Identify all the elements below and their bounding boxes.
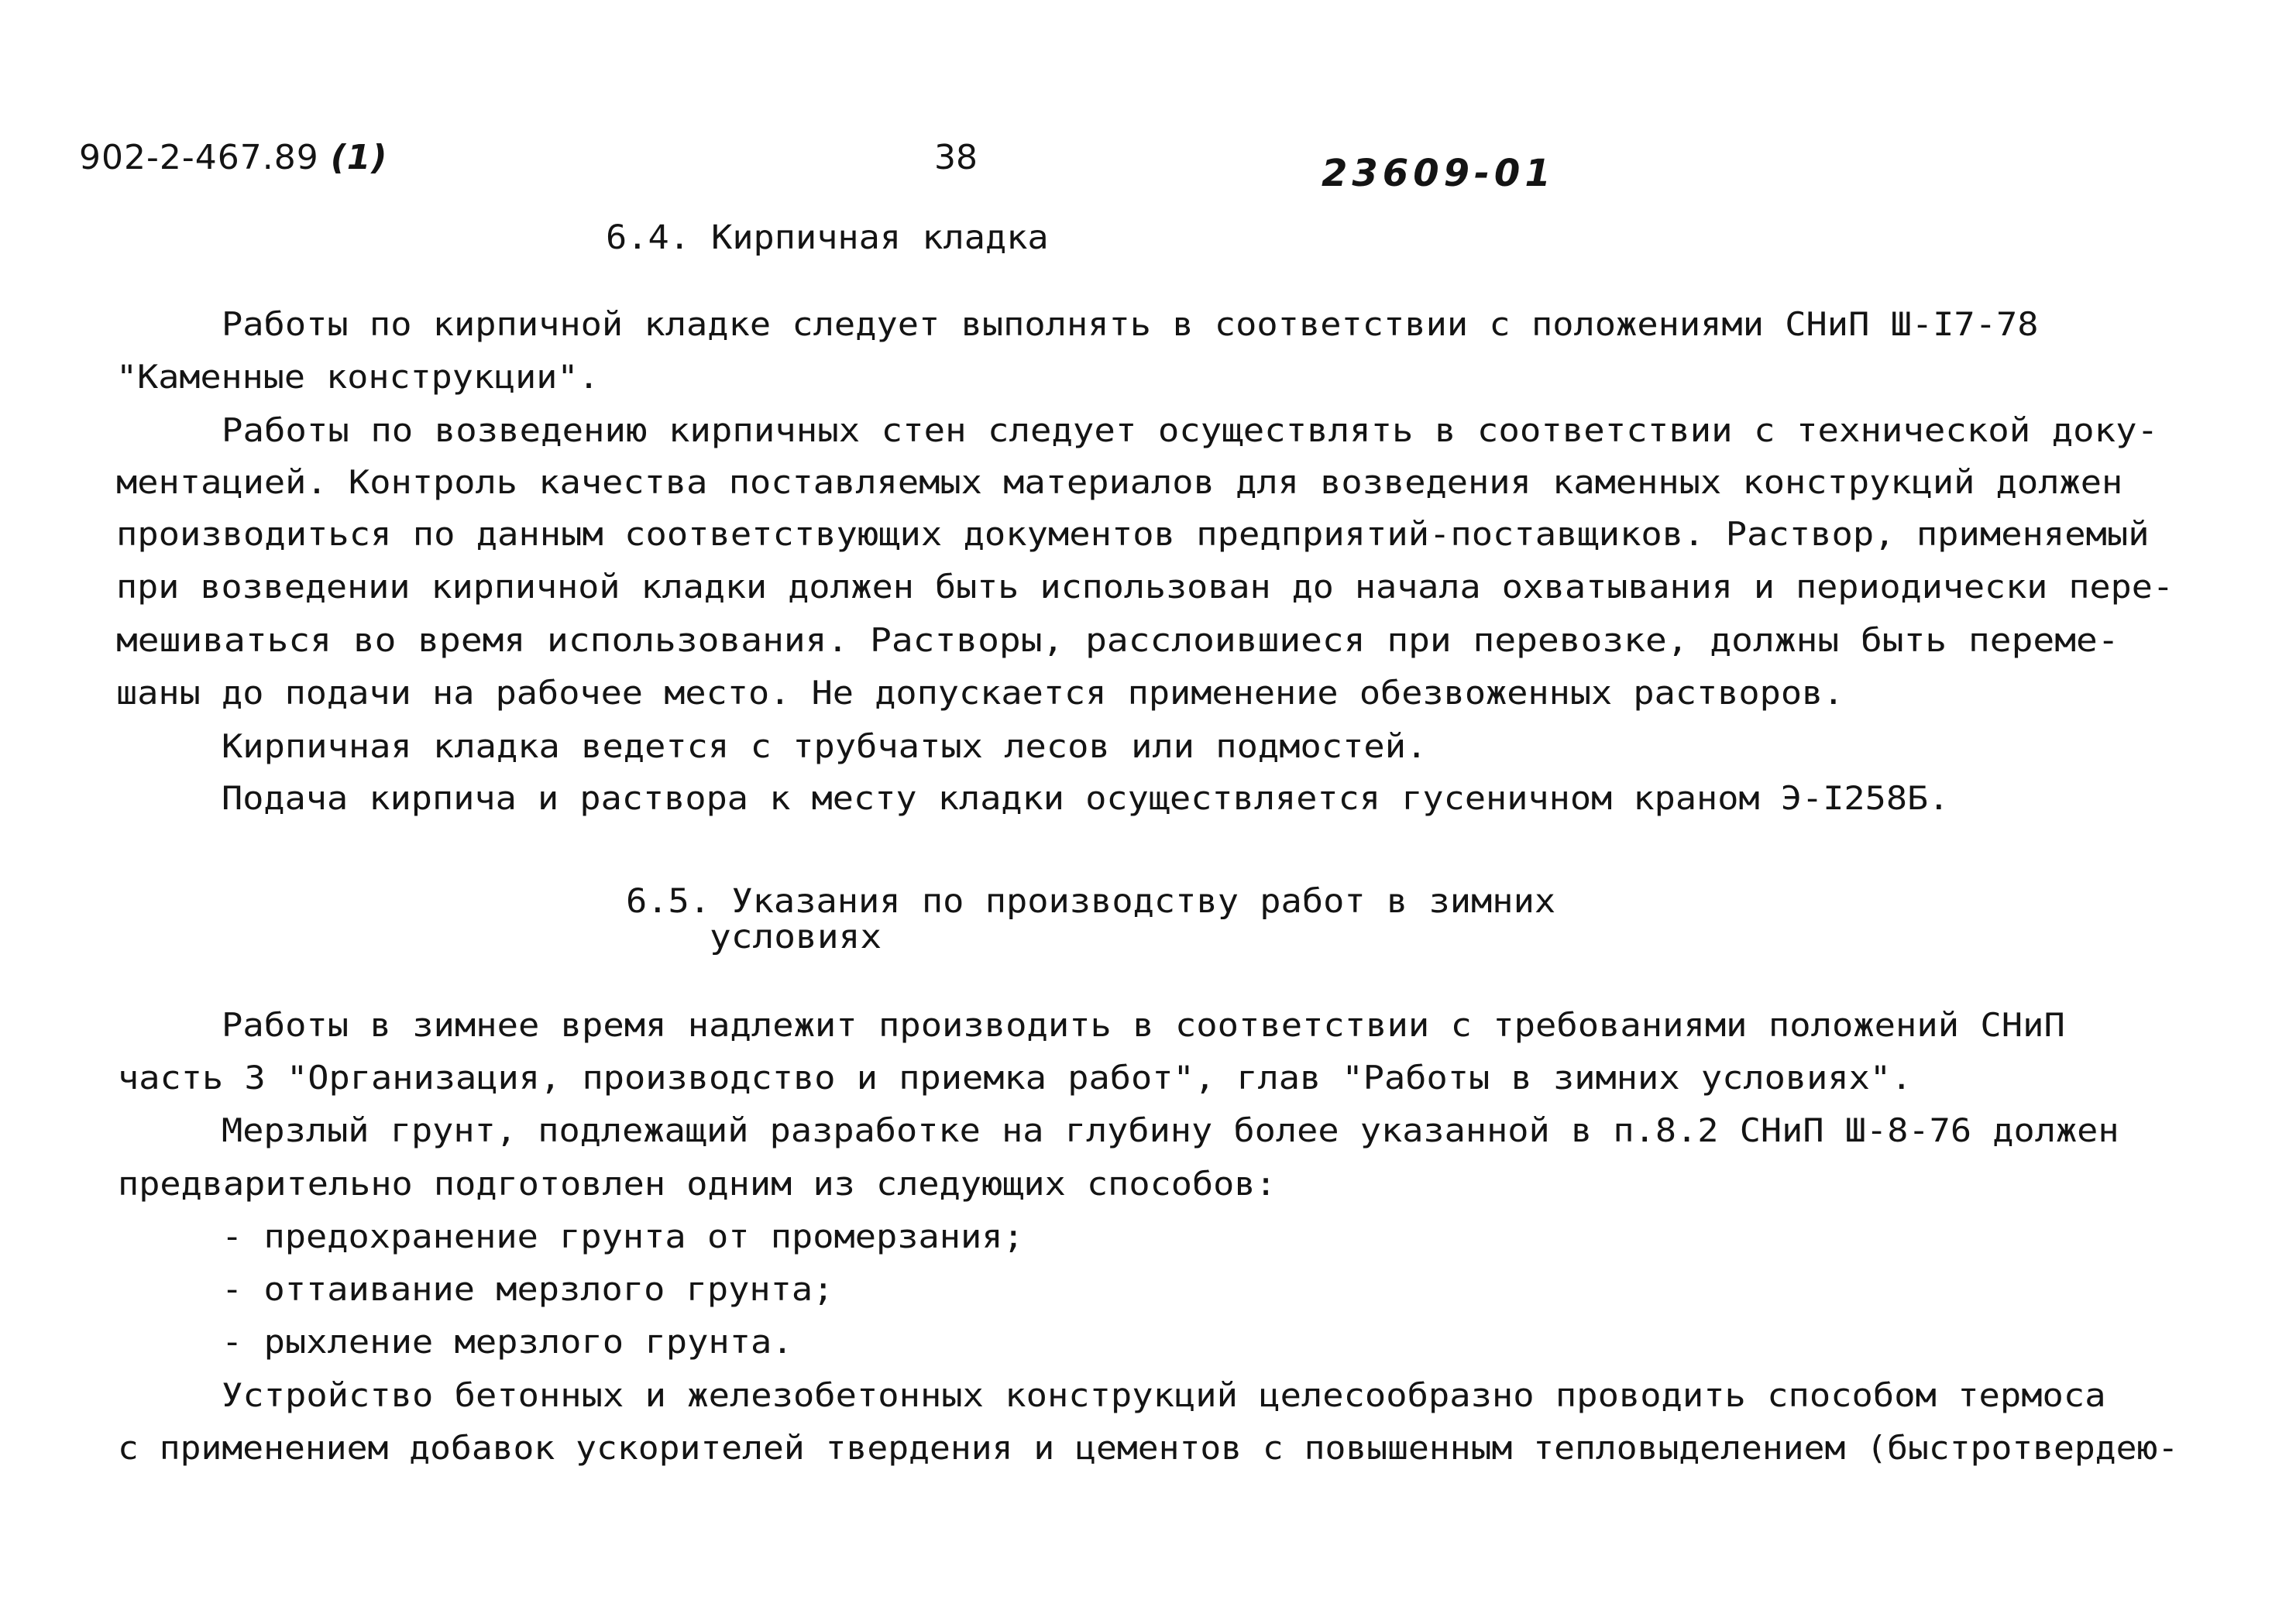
section-6-5-title-line1: 6.5. Указания по производству работ в зимних: [626, 882, 1556, 921]
section-6-4-title: 6.4. Кирпичная кладка: [606, 218, 1049, 257]
paragraph-line: Мерзлый грунт, подлежащий разработке на глубину более указанной в п.8.2 СНиП Ш-8-76 должен: [222, 1111, 2119, 1149]
list-item: - рыхление мерзлого грунта.: [222, 1323, 793, 1361]
list-item: - предохранение грунта от промерзания;: [222, 1217, 1024, 1255]
paragraph-line: предварительно подготовлен одним из следующих способов:: [118, 1165, 1277, 1203]
paragraph-line: Кирпичная кладка ведется с трубчатых лесов или подмостей.: [222, 727, 1428, 765]
page-number: 38: [934, 138, 978, 177]
document-code-mark: (1): [330, 138, 388, 177]
document-code-text: 902-2-467.89: [79, 138, 319, 177]
paragraph-line: производиться по данным соответствующих документов предприятий-поставщиков. Раствор, применяемый: [116, 515, 2150, 553]
paragraph-line: Устройство бетонных и железобетонных конструкций целесообразно проводить способом термоса: [222, 1376, 2106, 1414]
paragraph-line: "Каменные конструкции".: [116, 358, 600, 396]
paragraph-line: Работы по кирпичной кладке следует выполнять в соответствии с положениями СНиП Ш-I7-78: [222, 305, 2039, 343]
list-item: - оттаивание мерзлого грунта;: [222, 1270, 834, 1308]
document-code: [79, 138, 388, 177]
paragraph-line: часть 3 "Организация, производство и приемка работ", глав "Работы в зимних условиях".: [118, 1059, 1913, 1097]
paragraph-line: шаны до подачи на рабочее место. Не допускается применение обезвоженных растворов.: [116, 674, 1844, 712]
sheet-code: 23609-01: [1322, 152, 1555, 195]
paragraph-line: Работы по возведению кирпичных стен следует осуществлять в соответствии с технической доку-: [222, 411, 2159, 449]
paragraph-line: Подача кирпича и раствора к месту кладки осуществляется гусеничном краном Э-I258Б.: [222, 779, 1950, 817]
paragraph-line: мешиваться во время использования. Растворы, расслоившиеся при перевозке, должны быть переме-: [116, 621, 2119, 659]
paragraph-line: при возведении кирпичной кладки должен быть использован до начала охватывания и периодически пере-: [116, 568, 2174, 606]
paragraph-line: Работы в зимнее время надлежит производить в соответствии с требованиями положений СНиП: [222, 1006, 2065, 1044]
section-6-5-title-line2: условиях: [710, 918, 882, 956]
paragraph-line: с применением добавок ускорителей твердения и цементов с повышенным тепловыделением (быстротвердею-: [118, 1429, 2179, 1467]
paragraph-line: ментацией. Контроль качества поставляемых материалов для возведения каменных конструкций должен: [116, 463, 2123, 501]
